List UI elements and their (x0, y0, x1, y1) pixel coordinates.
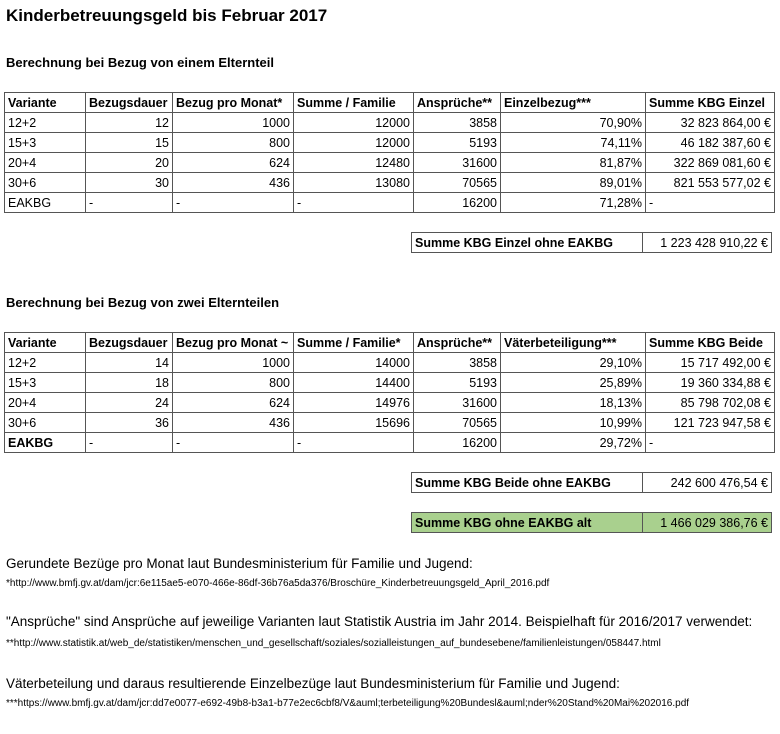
table-row (5, 193, 775, 213)
col-header: Variante (5, 93, 86, 113)
cell: - (646, 193, 775, 213)
cell: 16200 (414, 433, 501, 453)
sum-single-value: 1 223 428 910,22 € (643, 233, 772, 253)
cell: 14000 (294, 353, 414, 373)
cell: 624 (173, 393, 294, 413)
col-header: Variante (5, 333, 86, 353)
section1-heading: Berechnung bei Bezug von einem Elternteil (6, 55, 274, 70)
col-header: Summe / Familie* (294, 333, 414, 353)
cell: 3858 (414, 353, 501, 373)
cell: 46 182 387,60 € (646, 133, 775, 153)
table-row (5, 353, 775, 373)
col-header: Bezug pro Monat ~ (173, 333, 294, 353)
cell: 1000 (173, 353, 294, 373)
cell: 14976 (294, 393, 414, 413)
cell: 12+2 (5, 353, 86, 373)
cell: 15696 (294, 413, 414, 433)
cell: - (173, 433, 294, 453)
col-header: Bezugsdauer (86, 333, 173, 353)
cell: 322 869 081,60 € (646, 153, 775, 173)
cell: 15 (86, 133, 173, 153)
cell: 32 823 864,00 € (646, 113, 775, 133)
note-text: "Ansprüche" sind Ansprüche auf jeweilige Varianten laut Statistik Austria im Jahr 2014. Beispielhaft für 2016/2017 verwendet: (6, 614, 753, 629)
cell: 70,90% (501, 113, 646, 133)
cell: EAKBG (5, 193, 86, 213)
table-row (5, 373, 775, 393)
table-single-parent (4, 92, 775, 213)
cell: 13080 (294, 173, 414, 193)
cell: 12000 (294, 133, 414, 153)
cell: 30 (86, 173, 173, 193)
table-row (5, 393, 775, 413)
section2-heading: Berechnung bei Bezug von zwei Elternteilen (6, 295, 280, 310)
cell: 36 (86, 413, 173, 433)
cell: 30+6 (5, 413, 86, 433)
col-header: Bezug pro Monat* (173, 93, 294, 113)
table-row (5, 413, 775, 433)
cell: 5193 (414, 133, 501, 153)
cell: EAKBG (5, 433, 86, 453)
total-table (411, 512, 772, 533)
sum-both-label: Summe KBG Beide ohne EAKBG (412, 473, 643, 493)
col-header: Summe KBG Einzel (646, 93, 775, 113)
cell: 16200 (414, 193, 501, 213)
cell: 29,72% (501, 433, 646, 453)
cell: 436 (173, 173, 294, 193)
cell: 31600 (414, 153, 501, 173)
cell: 10,99% (501, 413, 646, 433)
cell: 12000 (294, 113, 414, 133)
cell: 12 (86, 113, 173, 133)
table-header-row (5, 333, 775, 353)
col-header: Summe KBG Beide (646, 333, 775, 353)
cell: 121 723 947,58 € (646, 413, 775, 433)
cell: 20+4 (5, 153, 86, 173)
cell: 15+3 (5, 373, 86, 393)
col-header: Summe / Familie (294, 93, 414, 113)
note-text: Väterbeteilung und daraus resultierende Einzelbezüge laut Bundesministerium für Familie und Jugend: (6, 676, 620, 691)
cell: 821 553 577,02 € (646, 173, 775, 193)
sum-both-value: 242 600 476,54 € (643, 473, 772, 493)
cell: 15+3 (5, 133, 86, 153)
cell: 71,28% (501, 193, 646, 213)
cell: 12480 (294, 153, 414, 173)
col-header: Väterbeteiligung*** (501, 333, 646, 353)
cell: 5193 (414, 373, 501, 393)
table-row (5, 153, 775, 173)
note-text: Gerundete Bezüge pro Monat laut Bundesministerium für Familie und Jugend: (6, 556, 473, 571)
cell: 29,10% (501, 353, 646, 373)
table-row (5, 173, 775, 193)
table-header-row (5, 93, 775, 113)
cell: - (294, 433, 414, 453)
sum-both-table (411, 472, 772, 493)
cell: 12+2 (5, 113, 86, 133)
table-row (5, 133, 775, 153)
cell: 800 (173, 133, 294, 153)
cell: 19 360 334,88 € (646, 373, 775, 393)
cell: - (86, 193, 173, 213)
cell: 18 (86, 373, 173, 393)
page-title: Kinderbetreuungsgeld bis Februar 2017 (6, 6, 328, 25)
sum-single-table (411, 232, 772, 253)
cell: 15 717 492,00 € (646, 353, 775, 373)
col-header: Einzelbezug*** (501, 93, 646, 113)
cell: 20 (86, 153, 173, 173)
table-row (5, 113, 775, 133)
cell: 81,87% (501, 153, 646, 173)
table-row (5, 433, 775, 453)
note-link[interactable]: ***https://www.bmfj.gv.at/dam/jcr:dd7e0077-e692-49b8-b3a1-b77e2ec6cbf8/V&auml;terbeteiligung%20Bundesl&auml;nder%20Stand%20Mai%202016.pdf (6, 698, 690, 709)
table-two-parents (4, 332, 775, 453)
cell: 31600 (414, 393, 501, 413)
cell: 24 (86, 393, 173, 413)
cell: 436 (173, 413, 294, 433)
cell: - (294, 193, 414, 213)
cell: 624 (173, 153, 294, 173)
cell: 70565 (414, 413, 501, 433)
sum-single-label: Summe KBG Einzel ohne EAKBG (412, 233, 643, 253)
cell: - (646, 433, 775, 453)
note-link[interactable]: **http://www.statistik.at/web_de/statistiken/menschen_und_gesellschaft/soziales/sozialleistungen_auf_bundesebene/familienleistungen/058447.html (6, 638, 661, 649)
total-label: Summe KBG ohne EAKBG alt (412, 513, 643, 533)
cell: 25,89% (501, 373, 646, 393)
note-link[interactable]: *http://www.bmfj.gv.at/dam/jcr:6e115ae5-e070-466e-86df-36b76a5da376/Broschüre_Kinderbetreuungsgeld_April_2016.pdf (6, 578, 550, 589)
cell: 800 (173, 373, 294, 393)
cell: 20+4 (5, 393, 86, 413)
cell: 3858 (414, 113, 501, 133)
cell: 14400 (294, 373, 414, 393)
cell: 30+6 (5, 173, 86, 193)
cell: 1000 (173, 113, 294, 133)
cell: - (86, 433, 173, 453)
cell: - (173, 193, 294, 213)
col-header: Ansprüche** (414, 93, 501, 113)
cell: 70565 (414, 173, 501, 193)
total-value: 1 466 029 386,76 € (643, 513, 772, 533)
cell: 85 798 702,08 € (646, 393, 775, 413)
cell: 14 (86, 353, 173, 373)
cell: 89,01% (501, 173, 646, 193)
col-header: Bezugsdauer (86, 93, 173, 113)
col-header: Ansprüche** (414, 333, 501, 353)
cell: 74,11% (501, 133, 646, 153)
cell: 18,13% (501, 393, 646, 413)
